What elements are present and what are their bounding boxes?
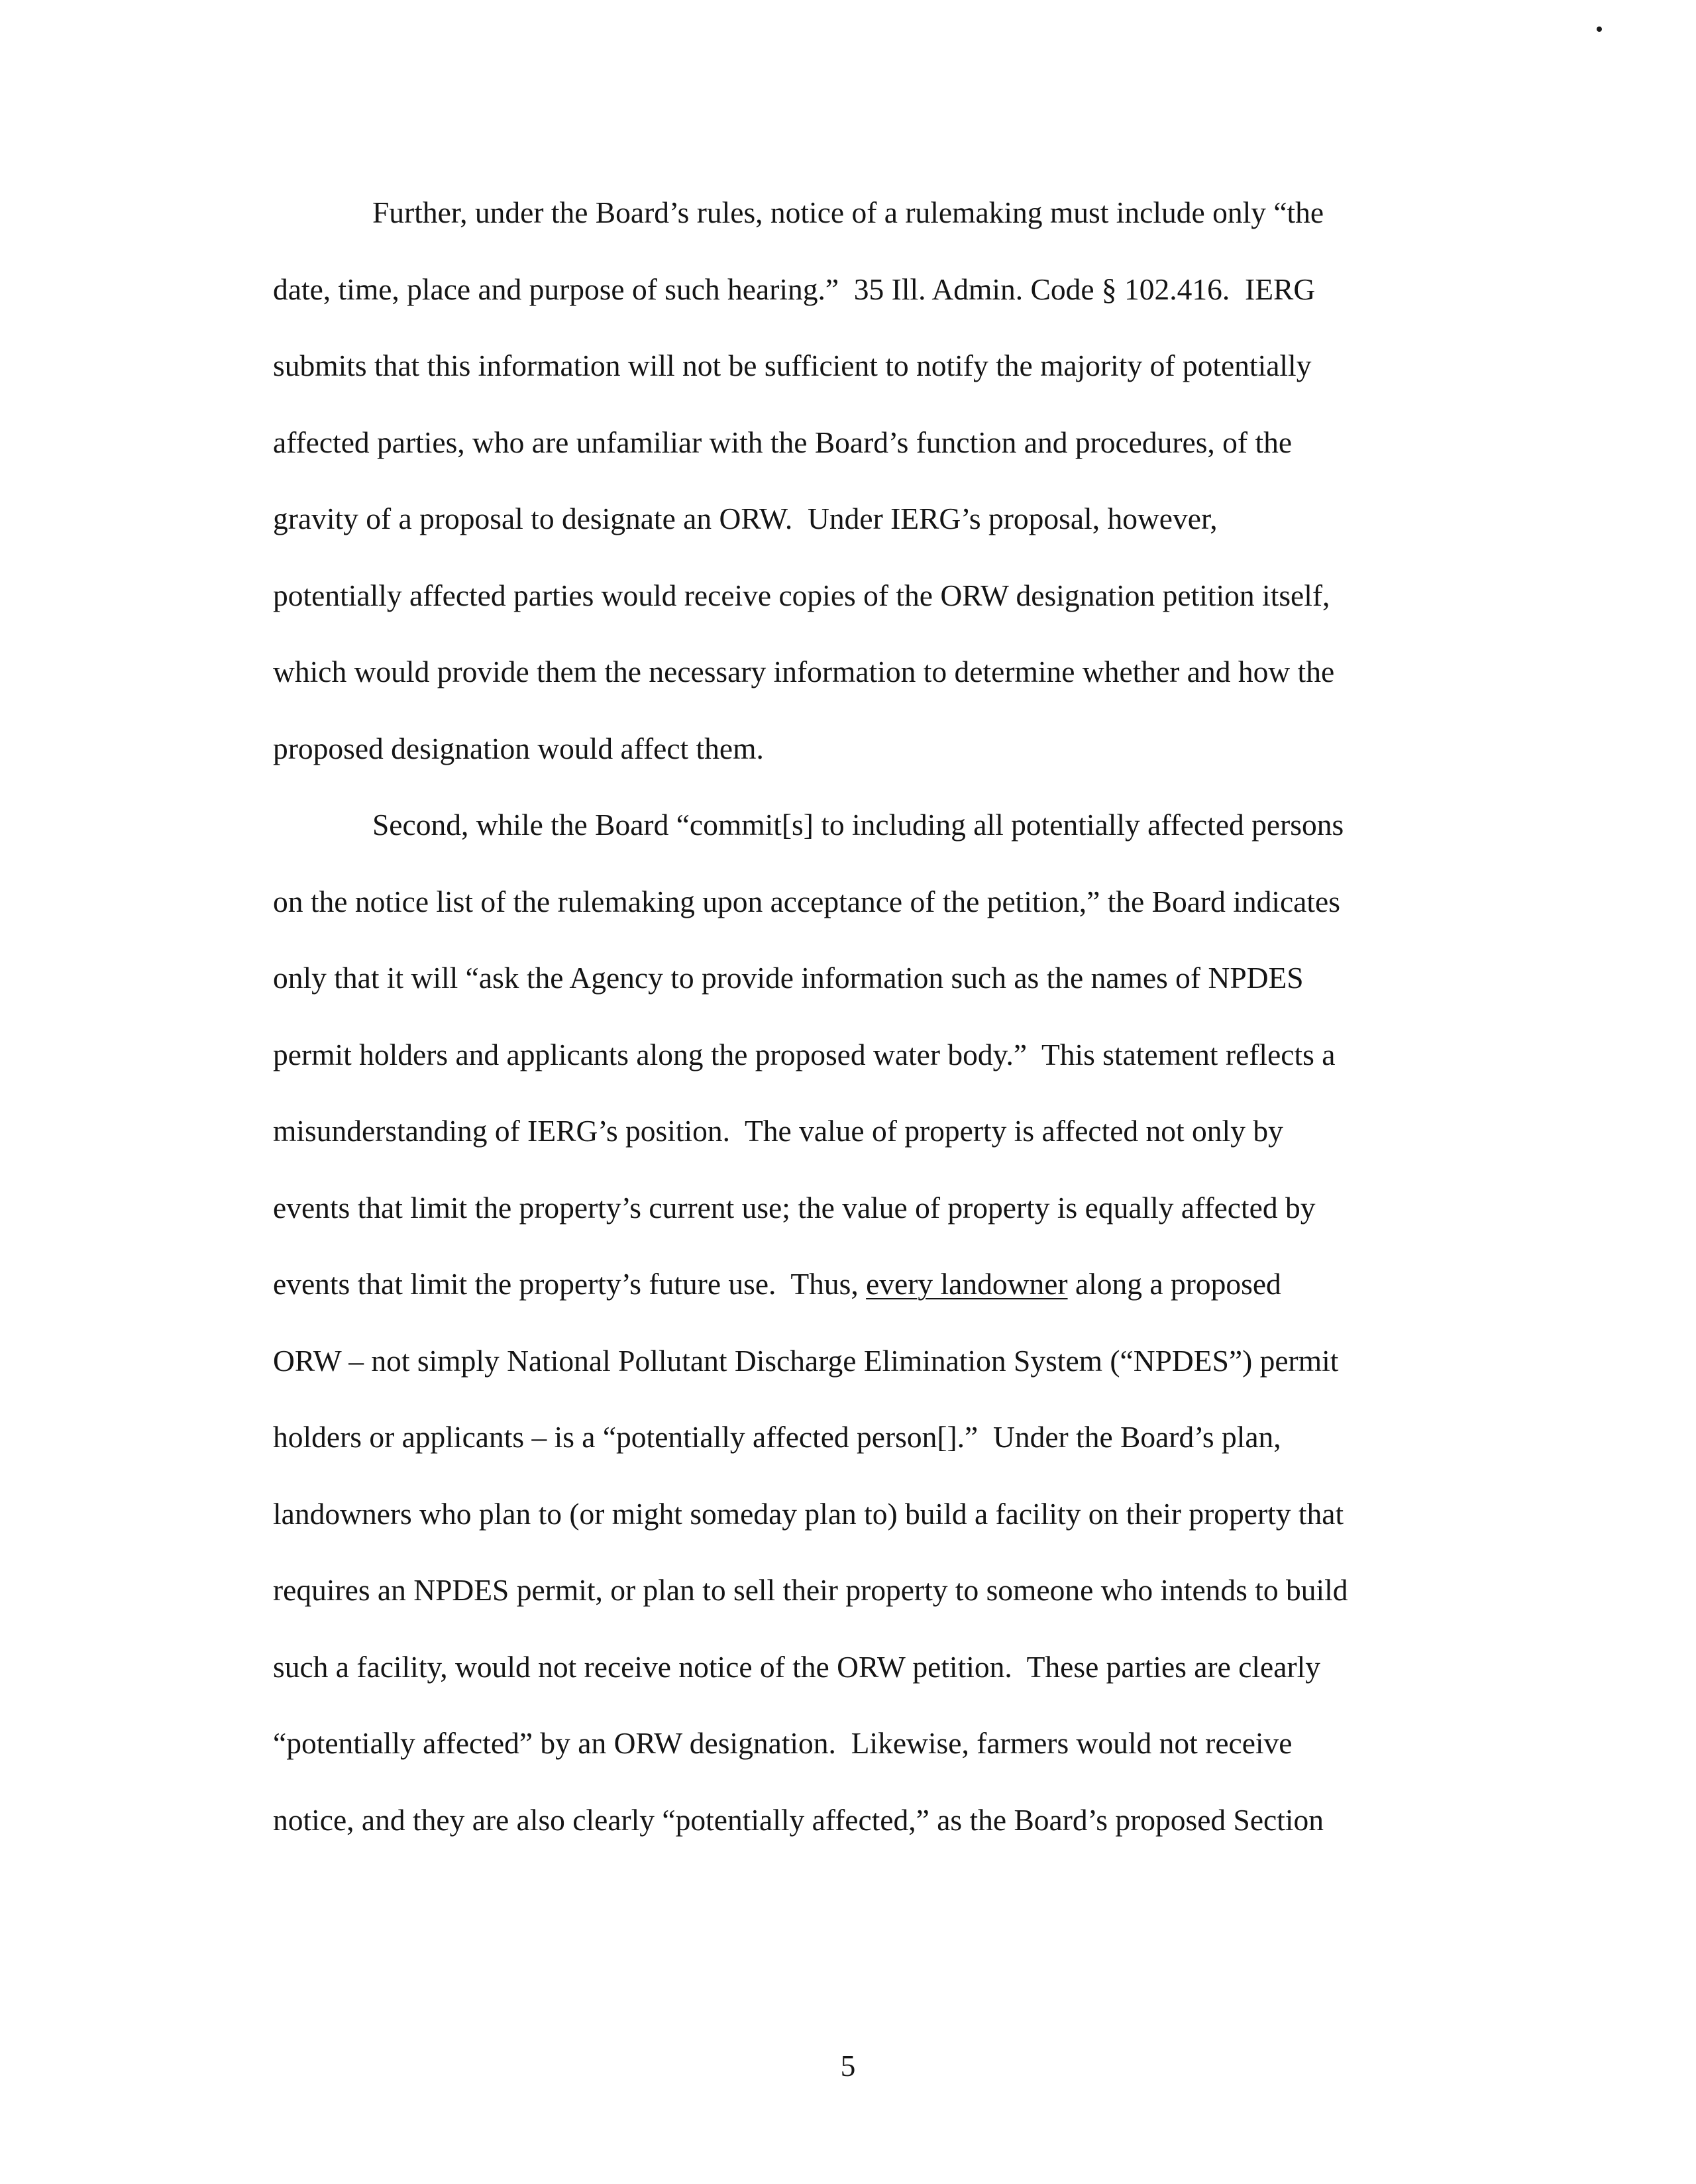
text-line: on the notice list of the rulemaking upon acceptance of the petition,” the Board indicates: [273, 884, 1340, 918]
text-line-with-emphasis: [273, 1256, 1472, 1333]
text-line: events that limit the property’s current use; the value of property is equally affected by: [273, 1190, 1316, 1225]
text-segment: along a proposed: [1067, 1267, 1281, 1301]
text-line: Second, while the Board “commit[s] to including all potentially affected persons: [372, 808, 1344, 842]
text-line: holders or applicants – is a “potentially affected person[].” Under the Board’s plan,: [273, 1420, 1281, 1454]
text-line: proposed designation would affect them.: [273, 731, 764, 765]
text-line: landowners who plan to (or might someday plan to) build a facility on their property that: [273, 1496, 1344, 1531]
body-text: [273, 184, 1472, 1868]
text-line: which would provide them the necessary information to determine whether and how the: [273, 655, 1335, 688]
text-segment: events that limit the property’s future use. Thus,: [273, 1267, 867, 1301]
text-line: affected parties, who are unfamiliar with the Board’s function and procedures, of the: [273, 425, 1293, 459]
text-line: permit holders and applicants along the proposed water body.” This statement reflects a: [273, 1037, 1336, 1071]
text-line: requires an NPDES permit, or plan to sell their property to someone who intends to build: [273, 1573, 1348, 1607]
text-line: “potentially affected” by an ORW designation. Likewise, farmers would not receive: [273, 1726, 1293, 1760]
page-number: 5: [840, 2049, 856, 2083]
text-line: gravity of a proposal to designate an ORW. Under IERG’s proposal, however,: [273, 502, 1218, 535]
paragraph-1: [273, 184, 1472, 796]
paragraph-2: [273, 796, 1472, 1868]
text-line: date, time, place and purpose of such hearing.” 35 Ill. Admin. Code § 102.416. IERG: [273, 272, 1316, 306]
text-line: Further, under the Board’s rules, notice of a rulemaking must include only “the: [372, 195, 1324, 229]
text-line: notice, and they are also clearly “potentially affected,” as the Board’s proposed Section: [273, 1802, 1324, 1837]
text-line: ORW – not simply National Pollutant Discharge Elimination System (“NPDES”) permit: [273, 1343, 1339, 1378]
text-line: potentially affected parties would receive copies of the ORW designation petition itself,: [273, 578, 1330, 612]
text-line: misunderstanding of IERG’s position. The value of property is affected not only by: [273, 1114, 1283, 1148]
text-line: such a facility, would not receive notice of the ORW petition. These parties are clearly: [273, 1649, 1320, 1684]
scan-speck: [1597, 27, 1602, 32]
underlined-phrase: every landowner: [866, 1267, 1068, 1301]
text-line: only that it will “ask the Agency to provide information such as the names of NPDES: [273, 961, 1304, 995]
text-line: submits that this information will not be sufficient to notify the majority of potentially: [273, 349, 1312, 382]
